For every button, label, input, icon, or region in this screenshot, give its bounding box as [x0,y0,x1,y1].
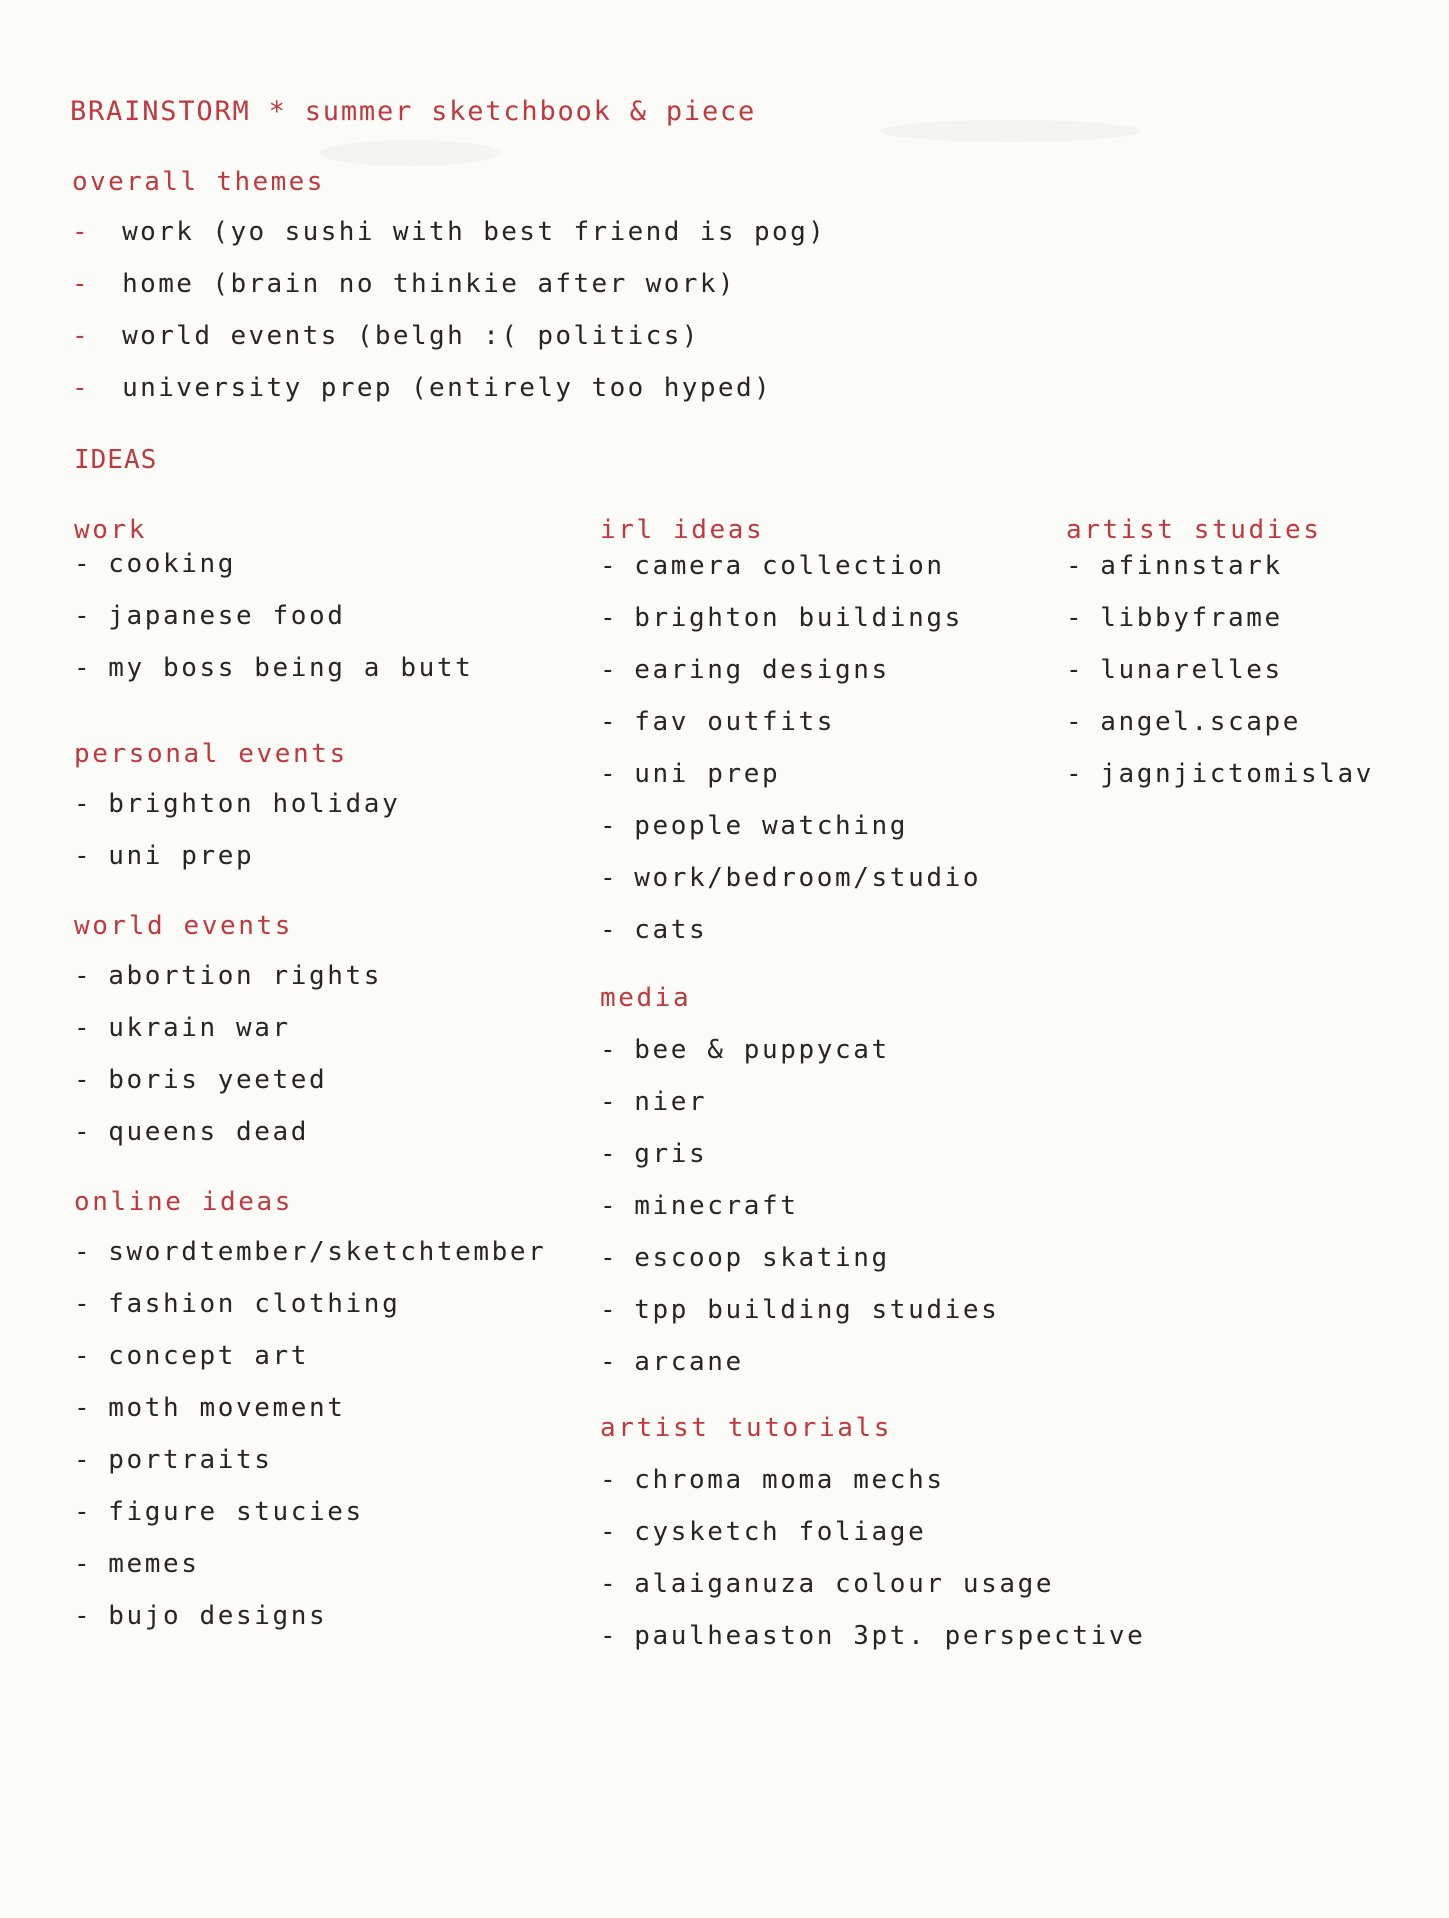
list-item [74,1548,200,1580]
theme-item-text: work (yo sushi with best friend is pog) [122,217,827,247]
list-item [74,1116,309,1148]
item-dash: - [600,1517,619,1547]
list-item-text: japanese food [108,601,346,631]
item-dash: - [74,601,93,631]
list-item [74,652,473,684]
item-dash: - [1066,707,1085,737]
list-item-text: cooking [108,549,237,579]
item-dash: - [600,551,619,581]
item-dash: - [74,653,93,683]
list-item-text: boris yeeted [108,1065,328,1095]
list-item-text: angel.scape [1100,707,1302,737]
item-dash: - [600,915,619,945]
list-item [74,1288,400,1320]
section-heading-media: media [600,983,692,1013]
item-dash: - [600,1295,619,1325]
item-dash: - [74,1117,93,1147]
item-dash: - [600,1243,619,1273]
list-item [74,840,254,872]
section-heading-irl-ideas: irl ideas [600,515,765,545]
item-dash: - [600,707,619,737]
list-item-text: fav outfits [634,707,836,737]
list-item-text: libbyframe [1100,603,1283,633]
list-item-text: chroma moma mechs [634,1465,945,1495]
list-item [74,1496,364,1528]
item-dash: - [1066,655,1085,685]
item-dash: - [74,841,93,871]
list-item-text: paulheaston 3pt. perspective [634,1621,1146,1651]
list-item [600,1346,744,1378]
list-item-text: afinnstark [1100,551,1283,581]
list-item-text: people watching [634,811,909,841]
paper-smudge [880,120,1140,142]
list-item-text: brighton holiday [108,789,401,819]
theme-item [72,268,736,300]
item-dash: - [600,1139,619,1169]
item-dash: - [74,1393,93,1423]
section-heading-personal-events: personal events [74,739,348,769]
list-item [74,1340,309,1372]
theme-item-text: university prep (entirely too hyped) [122,373,773,403]
list-item [74,1012,291,1044]
list-item [600,1620,1145,1652]
overall-themes-heading: overall themes [72,167,325,197]
list-item-text: lunarelles [1100,655,1283,685]
list-item [74,1600,327,1632]
list-item-text: minecraft [634,1191,799,1221]
ideas-heading: IDEAS [74,445,158,475]
theme-item [72,372,772,404]
list-item [600,1464,945,1496]
list-item-text: earing designs [634,655,890,685]
list-item [1066,654,1283,686]
list-item-text: arcane [634,1347,744,1377]
item-dash: - [72,373,91,403]
list-item [74,1392,346,1424]
list-item-text: gris [634,1139,708,1169]
list-item [600,1516,926,1548]
item-dash: - [72,269,91,299]
list-item-text: alaiganuza colour usage [634,1569,1055,1599]
list-item-text: work/bedroom/studio [634,863,982,893]
item-dash: - [600,759,619,789]
list-item-text: cats [634,915,708,945]
list-item-text: cysketch foliage [634,1517,927,1547]
theme-item-text: home (brain no thinkie after work) [122,269,736,299]
list-item [600,758,780,790]
item-dash: - [600,1191,619,1221]
list-item-text: figure stucies [108,1497,364,1527]
list-item-text: my boss being a butt [108,653,474,683]
section-heading-world-events: world events [74,911,294,941]
theme-item [72,320,700,352]
list-item [74,600,346,632]
item-dash: - [600,1465,619,1495]
item-dash: - [600,655,619,685]
list-item [600,1138,707,1170]
item-dash: - [600,811,619,841]
theme-item-text: world events (belgh :( politics) [122,321,700,351]
item-dash: - [74,1497,93,1527]
list-item-text: swordtember/sketchtember [108,1237,547,1267]
list-item-text: queens dead [108,1117,310,1147]
list-item [74,1236,546,1268]
section-heading-online-ideas: online ideas [74,1187,294,1217]
list-item-text: brighton buildings [634,603,963,633]
list-item [600,810,908,842]
section-heading-artist-studies: artist studies [1066,515,1322,545]
item-dash: - [74,1237,93,1267]
list-item [600,706,835,738]
list-item-text: jagnjictomislav [1100,759,1375,789]
list-item [600,602,963,634]
list-item [600,1242,890,1274]
item-dash: - [74,1445,93,1475]
item-dash: - [600,1087,619,1117]
list-item [74,1064,327,1096]
item-dash: - [72,217,91,247]
item-dash: - [600,603,619,633]
list-item [600,1190,799,1222]
paper-smudge [320,140,500,166]
list-item-text: uni prep [634,759,781,789]
list-item-text: fashion clothing [108,1289,401,1319]
list-item-text: bee & puppycat [634,1035,890,1065]
list-item-text: abortion rights [108,961,383,991]
item-dash: - [74,1289,93,1319]
item-dash: - [74,1549,93,1579]
list-item [74,788,400,820]
list-item [1066,602,1283,634]
item-dash: - [1066,603,1085,633]
list-item [600,1086,707,1118]
item-dash: - [600,1621,619,1651]
list-item [600,1568,1054,1600]
list-item [600,654,890,686]
list-item-text: camera collection [634,551,945,581]
list-item-text: moth movement [108,1393,346,1423]
item-dash: - [74,1065,93,1095]
list-item-text: concept art [108,1341,310,1371]
item-dash: - [74,1601,93,1631]
item-dash: - [74,789,93,819]
list-item [600,550,945,582]
item-dash: - [600,1347,619,1377]
list-item-text: memes [108,1549,200,1579]
list-item [74,548,236,580]
list-item-text: escoop skating [634,1243,890,1273]
item-dash: - [74,1341,93,1371]
list-item-text: portraits [108,1445,273,1475]
list-item-text: uni prep [108,841,255,871]
item-dash: - [600,863,619,893]
section-heading-artist-tutorials: artist tutorials [600,1413,893,1443]
item-dash: - [1066,759,1085,789]
list-item-text: bujo designs [108,1601,328,1631]
item-dash: - [1066,551,1085,581]
list-item-text: tpp building studies [634,1295,1000,1325]
section-heading-work: work [74,515,148,545]
list-item [600,1034,890,1066]
list-item-text: ukrain war [108,1013,291,1043]
theme-item [72,216,826,248]
list-item [74,1444,273,1476]
item-dash: - [74,1013,93,1043]
list-item-text: nier [634,1087,708,1117]
page-title: BRAINSTORM * summer sketchbook & piece [70,96,757,127]
item-dash: - [74,961,93,991]
item-dash: - [72,321,91,351]
item-dash: - [74,549,93,579]
list-item [600,914,707,946]
list-item [600,862,981,894]
item-dash: - [600,1035,619,1065]
list-item [1066,706,1301,738]
list-item [74,960,382,992]
list-item [600,1294,999,1326]
list-item [1066,550,1283,582]
item-dash: - [600,1569,619,1599]
list-item [1066,758,1374,790]
